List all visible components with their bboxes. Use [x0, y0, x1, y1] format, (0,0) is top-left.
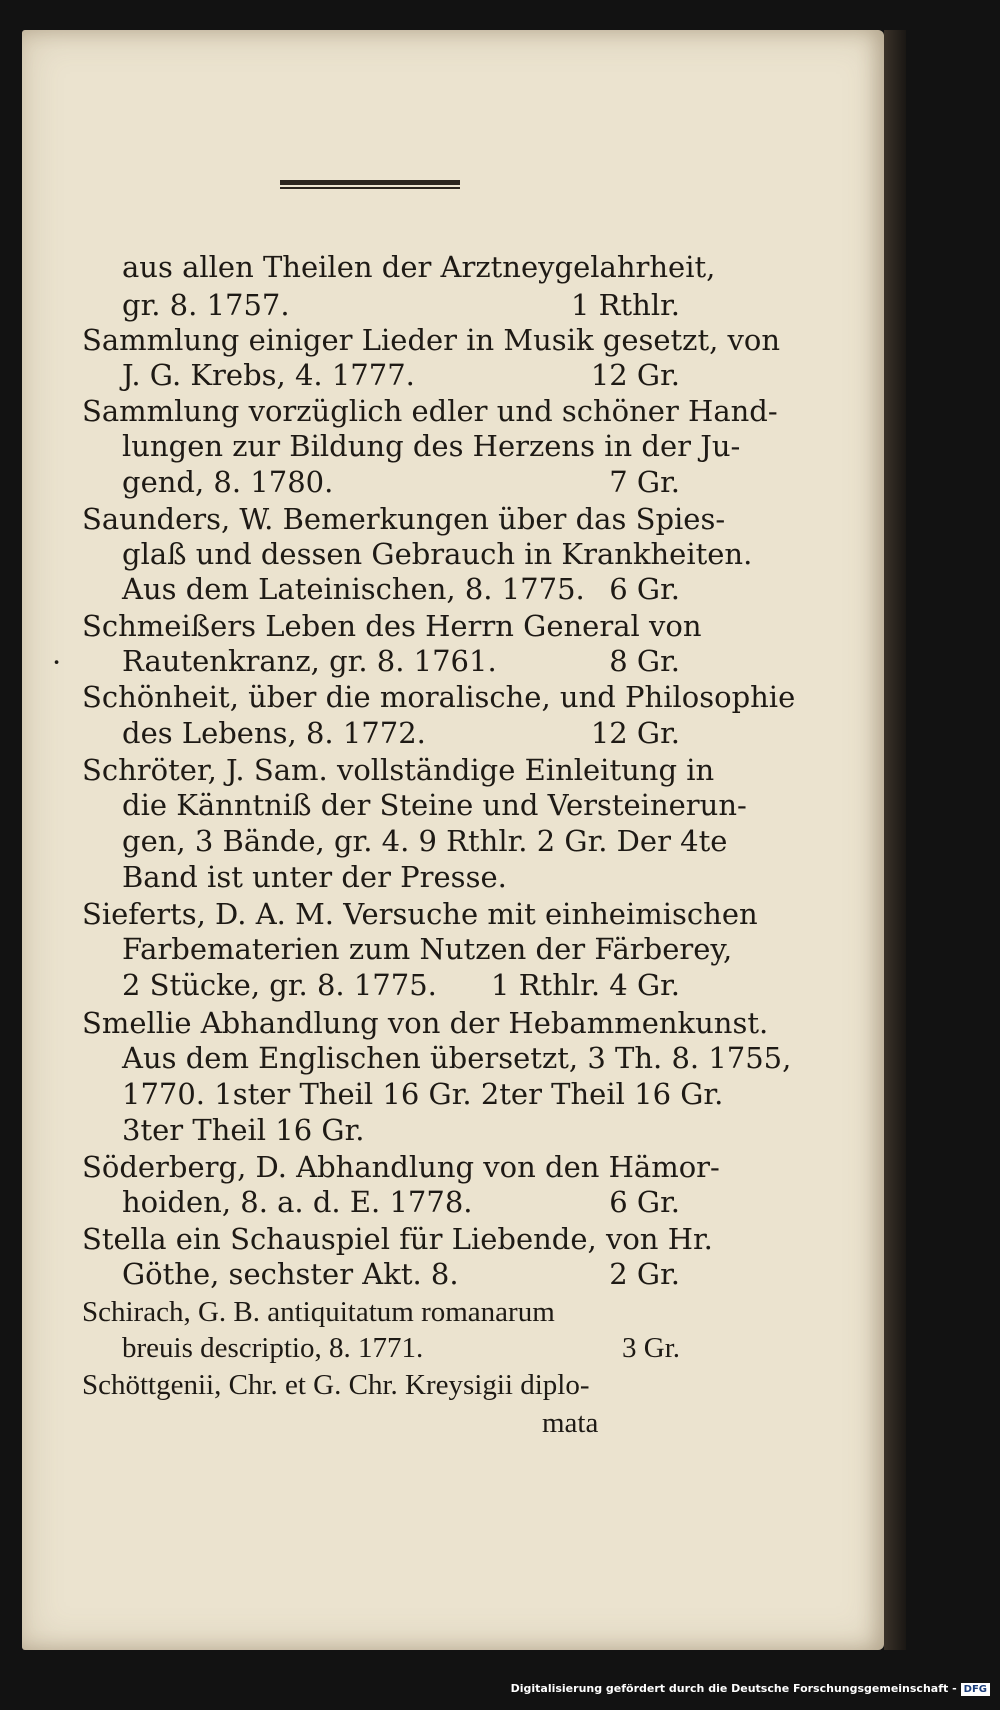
line-text: Sammlung einiger Lieder in Musik gesetzt, von	[82, 323, 781, 357]
line-text: J. G. Krebs, 4. 1777.	[122, 358, 415, 392]
catalog-line	[82, 1148, 842, 1186]
line-text: Aus dem Englischen übersetzt, 3 Th. 8. 1755,	[122, 1041, 792, 1075]
line-text: Smellie Abhandlung von der Hebammenkunst.	[82, 1006, 769, 1040]
catalog-line	[122, 1039, 842, 1077]
line-text: Saunders, W. Bemerkungen über das Spies-	[82, 502, 726, 536]
line-text: mata	[542, 1407, 599, 1439]
line-price: 8 Gr.	[609, 644, 680, 678]
catalog-line	[122, 1183, 842, 1221]
book-page	[22, 30, 884, 1650]
catalog-line	[82, 751, 842, 789]
line-price: 12 Gr.	[590, 358, 680, 392]
catalog-line	[82, 895, 842, 933]
catalog-line	[122, 248, 842, 286]
catalog-line	[122, 356, 842, 394]
catalog-line	[122, 714, 842, 752]
catalog-line	[122, 286, 842, 324]
line-price: 1 Rthlr.	[570, 288, 680, 322]
line-text: Schmeißers Leben des Herrn General von	[82, 609, 702, 643]
line-text: Söderberg, D. Abhandlung von den Hämor-	[82, 1150, 720, 1184]
catalog-line	[82, 678, 842, 716]
catalog-line	[82, 1220, 842, 1258]
catalog-line	[122, 427, 842, 465]
line-text: des Lebens, 8. 1772.	[122, 716, 426, 750]
line-text: Aus dem Lateinischen, 8. 1775.	[122, 572, 585, 606]
line-price: 1 Rthlr. 4 Gr.	[491, 968, 680, 1002]
line-text: Göthe, sechster Akt. 8.	[122, 1257, 459, 1291]
catalog-line	[82, 392, 842, 430]
line-price: 6 Gr.	[609, 572, 680, 606]
catalog-line	[82, 1293, 842, 1331]
line-text: Rautenkranz, gr. 8. 1761.	[122, 644, 497, 678]
line-text: Schirach, G. B. antiquitatum romanarum	[82, 1296, 555, 1328]
digitization-credit	[511, 1682, 990, 1696]
catalog-line	[122, 1255, 842, 1293]
line-text: die Känntniß der Steine und Versteinerun-	[122, 788, 747, 822]
line-text: hoiden, 8. a. d. E. 1778.	[122, 1185, 473, 1219]
catalog-line	[82, 500, 842, 538]
line-price: 2 Gr.	[609, 1257, 680, 1291]
line-text: 2 Stücke, gr. 8. 1775.	[122, 968, 437, 1002]
catalog-line	[122, 1329, 842, 1367]
line-text: breuis descriptio, 8. 1771.	[122, 1332, 424, 1364]
catalog-line	[82, 1004, 842, 1042]
catalog-line	[122, 822, 842, 860]
catalog-line	[82, 607, 842, 645]
page-edge	[884, 30, 906, 1650]
catalog-line	[122, 786, 842, 824]
catalog-line	[122, 535, 842, 573]
catalog-line	[82, 321, 842, 359]
margin-mark: ·	[52, 645, 62, 679]
line-text: aus allen Theilen der Arztneygelahrheit,	[122, 250, 716, 284]
catalog-line	[82, 1366, 842, 1404]
catalog-line	[122, 966, 842, 1004]
line-text: gend, 8. 1780.	[122, 465, 334, 499]
line-text: lungen zur Bildung des Herzens in der Ju-	[122, 429, 741, 463]
line-text: gen, 3 Bände, gr. 4. 9 Rthlr. 2 Gr. Der 4te	[122, 824, 728, 858]
line-text: Schröter, J. Sam. vollständige Einleitung in	[82, 753, 715, 787]
ornamental-rule	[280, 180, 460, 189]
catalog-line	[122, 930, 842, 968]
catalog-line	[542, 1404, 842, 1442]
line-price: 6 Gr.	[609, 1185, 680, 1219]
line-text: Schöttgenii, Chr. et G. Chr. Kreysigii diplo-	[82, 1369, 590, 1401]
line-text: Stella ein Schauspiel für Liebende, von Hr.	[82, 1222, 713, 1256]
rule-thick	[280, 180, 460, 185]
line-price: 7 Gr.	[609, 465, 680, 499]
catalog-line	[122, 642, 842, 680]
line-text: Sammlung vorzüglich edler und schöner Hand-	[82, 394, 778, 428]
line-text: Band ist unter der Presse.	[122, 860, 507, 894]
line-price: 3 Gr.	[622, 1332, 680, 1364]
line-text: gr. 8. 1757.	[122, 288, 290, 322]
line-text: 1770. 1ster Theil 16 Gr. 2ter Theil 16 Gr.	[122, 1077, 724, 1111]
catalog-line	[122, 463, 842, 501]
line-text: Schönheit, über die moralische, und Philosophie	[82, 680, 796, 714]
line-price: 12 Gr.	[590, 716, 680, 750]
catalog-line	[122, 570, 842, 608]
catalog-line	[122, 1075, 842, 1113]
line-text: Sieferts, D. A. M. Versuche mit einheimischen	[82, 897, 758, 931]
line-text: glaß und dessen Gebrauch in Krankheiten.	[122, 537, 753, 571]
rule-thin	[280, 187, 460, 189]
catalog-line	[122, 858, 842, 896]
dfg-logo: DFG	[961, 1683, 990, 1696]
catalog-line	[122, 1111, 842, 1149]
line-text: 3ter Theil 16 Gr.	[122, 1113, 365, 1147]
credit-text: Digitalisierung gefördert durch die Deutsche Forschungsgemeinschaft -	[510, 1682, 957, 1695]
line-text: Farbematerien zum Nutzen der Färberey,	[122, 932, 733, 966]
